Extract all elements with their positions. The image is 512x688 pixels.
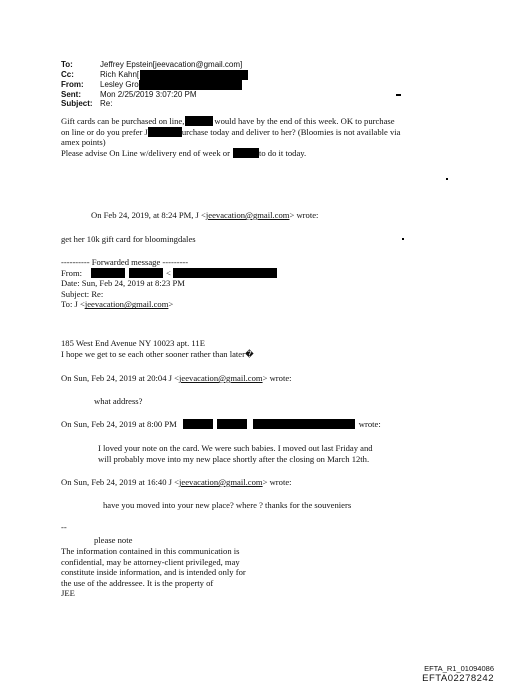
signature-dashes: -- [61, 522, 67, 532]
email-link[interactable]: jeevacation@gmail.com [179, 477, 263, 487]
forwarded-subject: Subject: Re: [61, 288, 104, 299]
email-link[interactable]: jeevacation@gmail.com [205, 210, 290, 220]
to-label: To: [61, 60, 73, 69]
quote-body: have you moved into your new place? where ? thanks for the souveniers [103, 500, 352, 510]
email-link[interactable]: jeevacation@gmail.com [179, 373, 263, 383]
reply-message [61, 116, 400, 158]
quote-body: get her 10k gift card for bloomingdales [61, 234, 196, 244]
redaction-box [91, 268, 125, 278]
notice-line: JEE [61, 588, 75, 599]
redaction-box [233, 148, 259, 158]
address-block [61, 338, 254, 359]
from-label: From: [61, 79, 84, 89]
message-line: Gift cards can be purchased on line, would have by the end of this week. OK to purchase [61, 116, 395, 126]
redaction-box [185, 116, 213, 126]
redaction-box [183, 419, 213, 429]
redaction-box [148, 127, 182, 137]
notice-line: The information contained in this communication is [61, 546, 240, 556]
address-line: 185 West End Avenue NY 10023 apt. 11E [61, 338, 205, 348]
message-line: amex points) [61, 137, 106, 148]
quote-attribution: On Sun, Feb 24, 2019 at 20:04 J <jeevacation@gmail.com> wrote: [61, 373, 292, 383]
message-line: on line or do you prefer J urchase today and deliver to her? (Bloomies is not available via [61, 126, 401, 137]
header-sent-row [61, 90, 248, 100]
quote-body: what address? [94, 396, 143, 406]
redaction-box [129, 268, 163, 278]
scan-mark [402, 238, 404, 240]
redaction-box [217, 419, 247, 429]
email-link[interactable]: jeevacation@gmail.com [84, 299, 169, 310]
sent-label: Sent: [61, 89, 81, 99]
signature-please-note: please note [94, 535, 133, 545]
redaction-box [139, 80, 242, 90]
quote-body [98, 443, 373, 464]
scan-mark [446, 178, 448, 180]
quote-line: will probably move into my new place shortly after the closing on March 12th. [98, 453, 370, 464]
bates-id-primary: EFTA02278242 [422, 673, 494, 684]
quote-attribution: On Feb 24, 2019, at 8:24 PM, J <jeevacation@gmail.com> wrote: [91, 210, 319, 220]
redaction-box [253, 419, 355, 429]
bates-id-secondary: EFTA_R1_01094086 [424, 664, 494, 673]
cc-value: Rich Kahn[ [100, 69, 140, 79]
redaction-box [140, 70, 248, 80]
from-value: Lesley Gro [100, 79, 139, 89]
notice-line: confidential, may be attorney-client privileged, may [61, 556, 240, 567]
forwarded-message [61, 257, 277, 310]
forwarded-divider: ---------- Forwarded message --------- [61, 257, 189, 267]
forwarded-from: From: < [61, 268, 277, 279]
subject-value: Re: [100, 99, 113, 109]
sent-value: Mon 2/25/2019 3:07:20 PM [100, 89, 197, 99]
quote-attribution: On Sun, Feb 24, 2019 at 16:40 J <jeevacation@gmail.com> wrote: [61, 477, 292, 487]
email-header [61, 60, 248, 109]
forwarded-to: To: J <jeevacation@gmail.com> [61, 299, 174, 310]
quote-line: I loved your note on the card. We were such babies. I moved out last Friday and [98, 443, 373, 453]
redaction-box [173, 268, 277, 278]
address-line: I hope we get to se each other sooner rather than later� [61, 348, 254, 359]
notice-line: constitute inside information, and is intended only for [61, 567, 246, 578]
forwarded-date: Date: Sun, Feb 24, 2019 at 8:23 PM [61, 278, 185, 289]
notice-line: the use of the addressee. It is the property of [61, 577, 214, 588]
to-value: Jeffrey Epstein[jeevacation@gmail.com] [100, 60, 243, 69]
header-subject-row [61, 99, 248, 109]
header-to-row [61, 60, 248, 70]
message-line: Please advise On Line w/delivery end of week or to do it today. [61, 147, 307, 158]
cc-label: Cc: [61, 69, 74, 79]
header-from-row [61, 80, 248, 90]
subject-label: Subject: [61, 99, 93, 109]
quote-attribution: On Sun, Feb 24, 2019 at 8:00 PM wrote: [61, 419, 381, 429]
scan-mark [396, 94, 401, 96]
confidentiality-notice [61, 546, 246, 599]
header-cc-row [61, 70, 248, 80]
